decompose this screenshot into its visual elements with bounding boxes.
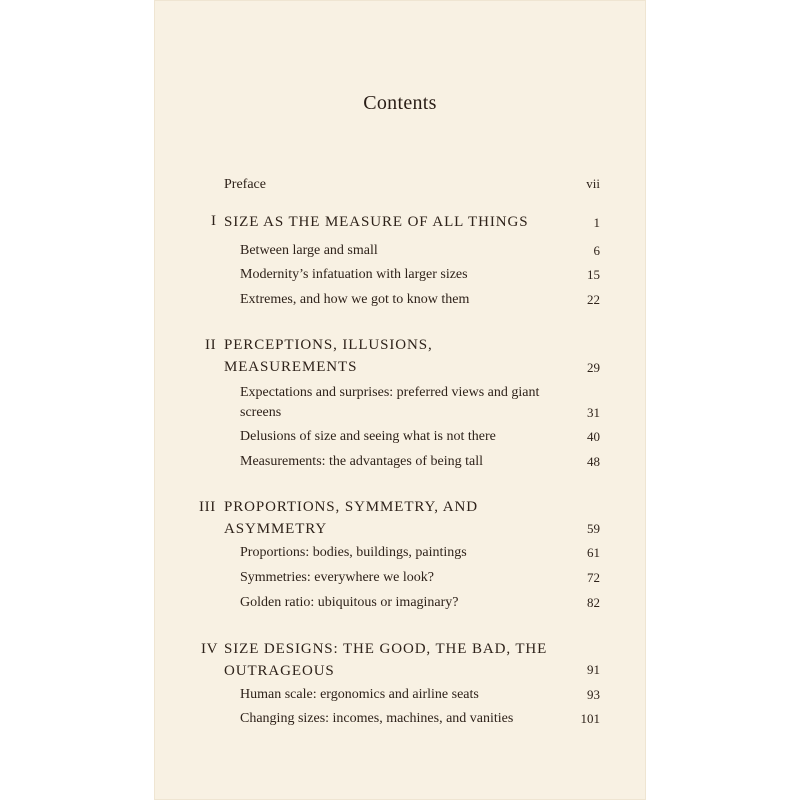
section-title: Human scale: ergonomics and airline seats [240,687,479,702]
section-title: Extremes, and how we got to know them [240,292,470,307]
toc-entry-preface: Preface [224,177,266,192]
chapter-page: 59 [587,521,600,536]
chapter-title: PROPORTIONS, SYMMETRY, AND ASYMMETRY [224,499,478,537]
section-title: Changing sizes: incomes, machines, and vanities [240,711,514,726]
section-page: 40 [587,429,600,444]
chapter-page: 29 [587,360,600,375]
section-title: Modernity’s infatuation with larger sizes [240,267,468,282]
section-title: Expectations and surprises: preferred views and giant screens [240,385,540,420]
section-page: 82 [587,595,600,610]
chapter-title: SIZE AS THE MEASURE OF ALL THINGS [224,214,529,230]
chapter-number: IV [201,641,219,657]
section-page: 61 [587,545,600,560]
section-page: 15 [587,267,600,282]
section-page: 72 [587,570,600,585]
section-page: 93 [587,687,600,702]
chapter-page: 1 [593,215,600,230]
section-page: 6 [593,243,600,258]
chapter-number: III [199,499,216,515]
section-title: Golden ratio: ubiquitous or imaginary? [240,595,459,610]
book-page [154,0,646,800]
section-title: Delusions of size and seeing what is not there [240,429,496,444]
section-page: 31 [587,405,600,420]
page-title: Contents [363,92,437,114]
section-page: 22 [587,292,600,307]
section-title: Measurements: the advantages of being tall [240,454,483,469]
chapter-title: PERCEPTIONS, ILLUSIONS, MEASUREMENTS [224,337,433,375]
section-title: Proportions: bodies, buildings, paintings [240,545,467,560]
chapter-page: 91 [587,662,600,677]
section-title: Symmetries: everywhere we look? [240,570,434,585]
chapter-number: I [211,213,217,229]
section-page: 48 [587,454,600,469]
toc-page-preface: vii [586,176,600,191]
section-title: Between large and small [240,243,378,258]
section-page: 101 [580,711,600,726]
chapter-number: II [205,337,217,353]
chapter-title: SIZE DESIGNS: THE GOOD, THE BAD, THE OUTRAGEOUS [224,641,548,679]
